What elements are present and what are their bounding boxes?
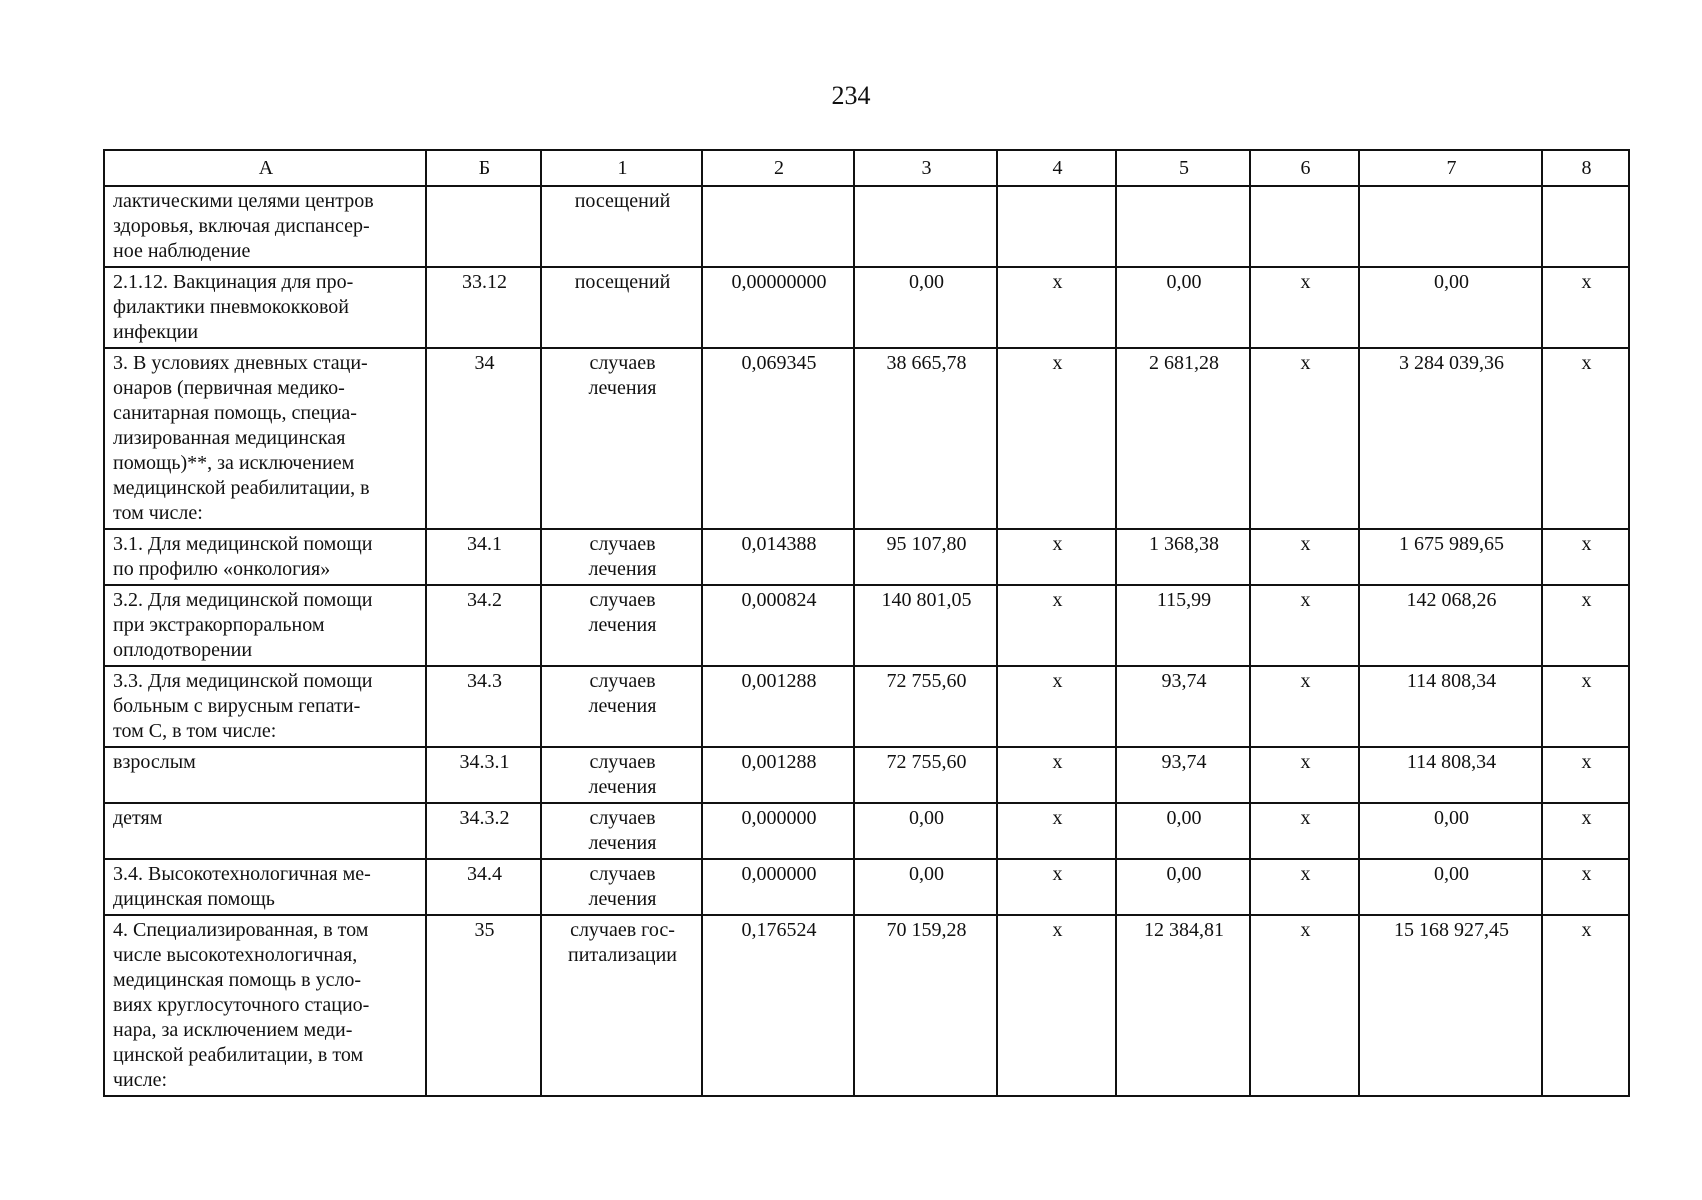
row-col6-cell: х [1250, 529, 1359, 585]
row-col7-cell: 114 808,34 [1359, 666, 1542, 747]
row-col8-cell [1542, 186, 1629, 267]
row-col4-cell: х [997, 348, 1116, 529]
row-col4-cell: х [997, 666, 1116, 747]
row-col2-cell: 0,000824 [702, 585, 854, 666]
row-unit-cell: случаев гос- питализации [541, 915, 702, 1096]
row-col2-cell: 0,000000 [702, 803, 854, 859]
table-row [104, 915, 1629, 1096]
table-row [104, 267, 1629, 348]
row-name-cell: 3.4. Высокотехнологичная ме- дицинская помощь [104, 859, 426, 915]
row-col5-cell: 0,00 [1116, 803, 1250, 859]
data-table [103, 149, 1630, 1097]
row-col7-cell: 142 068,26 [1359, 585, 1542, 666]
row-col6-cell: х [1250, 803, 1359, 859]
row-name-cell: детям [104, 803, 426, 859]
row-col3-cell: 95 107,80 [854, 529, 997, 585]
row-col8-cell: х [1542, 267, 1629, 348]
row-unit-cell: случаев лечения [541, 529, 702, 585]
row-col4-cell [997, 186, 1116, 267]
row-col3-cell: 0,00 [854, 803, 997, 859]
row-col6-cell: х [1250, 585, 1359, 666]
row-col6-cell: х [1250, 915, 1359, 1096]
row-col3-cell: 70 159,28 [854, 915, 997, 1096]
row-col2-cell: 0,00000000 [702, 267, 854, 348]
row-col4-cell: х [997, 859, 1116, 915]
row-code-cell: 34 [426, 348, 541, 529]
row-col2-cell: 0,000000 [702, 859, 854, 915]
row-col7-cell: 15 168 927,45 [1359, 915, 1542, 1096]
row-unit-cell: посещений [541, 267, 702, 348]
row-col3-cell: 0,00 [854, 859, 997, 915]
row-name-cell: 3.1. Для медицинской помощи по профилю «онкология» [104, 529, 426, 585]
row-unit-cell: случаев лечения [541, 585, 702, 666]
row-col8-cell: х [1542, 859, 1629, 915]
row-col3-cell: 140 801,05 [854, 585, 997, 666]
row-code-cell: 34.2 [426, 585, 541, 666]
row-code-cell: 34.3 [426, 666, 541, 747]
row-col3-cell: 72 755,60 [854, 747, 997, 803]
row-col4-cell: х [997, 803, 1116, 859]
row-name-cell: 4. Специализированная, в том числе высокотехнологичная, медицинская помощь в усло- виях круглосуточного стацио- нара, за исключением меди- цинской реабилитации, в том числе: [104, 915, 426, 1096]
row-col2-cell: 0,014388 [702, 529, 854, 585]
row-col2-cell: 0,176524 [702, 915, 854, 1096]
row-col4-cell: х [997, 529, 1116, 585]
table-row [104, 666, 1629, 747]
column-header-a: А [104, 150, 426, 186]
table-row [104, 859, 1629, 915]
column-header-5: 5 [1116, 150, 1250, 186]
row-col4-cell: х [997, 915, 1116, 1096]
row-unit-cell: случаев лечения [541, 859, 702, 915]
row-col8-cell: х [1542, 529, 1629, 585]
row-code-cell [426, 186, 541, 267]
row-code-cell: 35 [426, 915, 541, 1096]
row-col5-cell: 0,00 [1116, 267, 1250, 348]
row-col2-cell: 0,001288 [702, 666, 854, 747]
row-col5-cell [1116, 186, 1250, 267]
row-col7-cell: 0,00 [1359, 803, 1542, 859]
row-col6-cell: х [1250, 859, 1359, 915]
column-header-b: Б [426, 150, 541, 186]
row-col6-cell: х [1250, 666, 1359, 747]
row-unit-cell: посещений [541, 186, 702, 267]
row-col7-cell: 3 284 039,36 [1359, 348, 1542, 529]
row-col7-cell [1359, 186, 1542, 267]
column-header-6: 6 [1250, 150, 1359, 186]
table-row [104, 585, 1629, 666]
row-col5-cell: 2 681,28 [1116, 348, 1250, 529]
column-header-4: 4 [997, 150, 1116, 186]
row-name-cell: 3.3. Для медицинской помощи больным с вирусным гепати- том С, в том числе: [104, 666, 426, 747]
row-col6-cell: х [1250, 747, 1359, 803]
header-row [104, 150, 1629, 186]
table-row [104, 803, 1629, 859]
row-code-cell: 34.3.1 [426, 747, 541, 803]
row-code-cell: 34.1 [426, 529, 541, 585]
row-col2-cell: 0,001288 [702, 747, 854, 803]
row-col7-cell: 1 675 989,65 [1359, 529, 1542, 585]
row-col7-cell: 114 808,34 [1359, 747, 1542, 803]
row-col3-cell: 38 665,78 [854, 348, 997, 529]
row-col5-cell: 93,74 [1116, 747, 1250, 803]
row-col5-cell: 12 384,81 [1116, 915, 1250, 1096]
column-header-2: 2 [702, 150, 854, 186]
row-unit-cell: случаев лечения [541, 803, 702, 859]
row-col3-cell: 0,00 [854, 267, 997, 348]
column-header-3: 3 [854, 150, 997, 186]
row-col6-cell: х [1250, 348, 1359, 529]
row-name-cell: 3.2. Для медицинской помощи при экстракорпоральном оплодотворении [104, 585, 426, 666]
row-code-cell: 34.3.2 [426, 803, 541, 859]
row-col2-cell [702, 186, 854, 267]
row-unit-cell: случаев лечения [541, 666, 702, 747]
column-header-7: 7 [1359, 150, 1542, 186]
row-col6-cell [1250, 186, 1359, 267]
row-name-cell: 3. В условиях дневных стаци- онаров (первичная медико- санитарная помощь, специа- лизированная медицинская помощь)**, за исключением медицинской реабилитации, в том числе: [104, 348, 426, 529]
row-col5-cell: 1 368,38 [1116, 529, 1250, 585]
column-header-1: 1 [541, 150, 702, 186]
row-col6-cell: х [1250, 267, 1359, 348]
row-col8-cell: х [1542, 348, 1629, 529]
page-number: 234 [831, 81, 871, 110]
row-col8-cell: х [1542, 803, 1629, 859]
row-col5-cell: 0,00 [1116, 859, 1250, 915]
row-name-cell: лактическими целями центров здоровья, включая диспансер- ное наблюдение [104, 186, 426, 267]
row-code-cell: 34.4 [426, 859, 541, 915]
row-col8-cell: х [1542, 747, 1629, 803]
row-unit-cell: случаев лечения [541, 348, 702, 529]
row-col5-cell: 93,74 [1116, 666, 1250, 747]
row-col8-cell: х [1542, 915, 1629, 1096]
row-col2-cell: 0,069345 [702, 348, 854, 529]
table-row [104, 348, 1629, 529]
row-unit-cell: случаев лечения [541, 747, 702, 803]
row-col8-cell: х [1542, 666, 1629, 747]
row-col7-cell: 0,00 [1359, 267, 1542, 348]
row-col8-cell: х [1542, 585, 1629, 666]
row-col3-cell [854, 186, 997, 267]
row-name-cell: взрослым [104, 747, 426, 803]
row-name-cell: 2.1.12. Вакцинация для про- филактики пневмококковой инфекции [104, 267, 426, 348]
row-col4-cell: х [997, 747, 1116, 803]
row-col3-cell: 72 755,60 [854, 666, 997, 747]
row-col5-cell: 115,99 [1116, 585, 1250, 666]
row-col7-cell: 0,00 [1359, 859, 1542, 915]
row-code-cell: 33.12 [426, 267, 541, 348]
row-col4-cell: х [997, 585, 1116, 666]
column-header-8: 8 [1542, 150, 1629, 186]
table-row [104, 529, 1629, 585]
table-row [104, 747, 1629, 803]
table-row [104, 186, 1629, 267]
row-col4-cell: х [997, 267, 1116, 348]
